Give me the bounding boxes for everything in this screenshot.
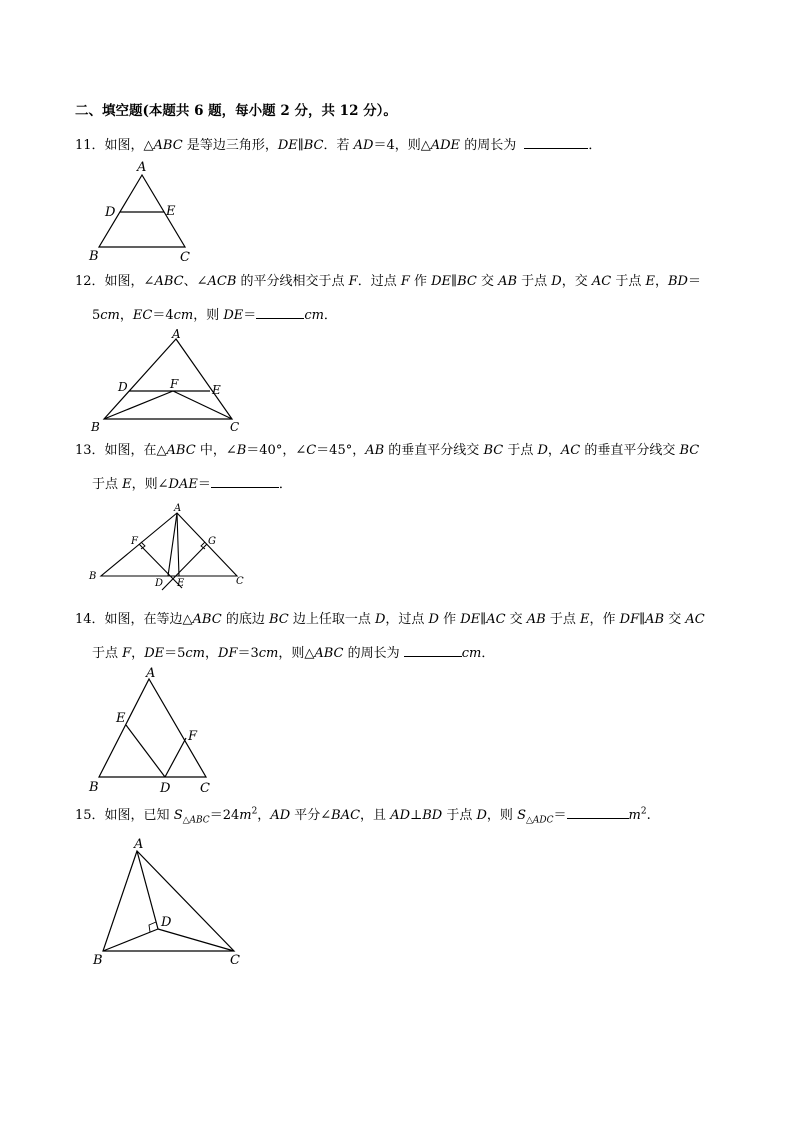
question-15-text [75,806,651,824]
text-run: ＝ [197,477,211,492]
figure-15-angle-bisector-perpendicular [88,833,253,969]
text-run: 于点 [517,274,552,289]
math-var: AD [390,808,410,823]
text-run: ． [323,308,337,323]
math-var: BC [268,612,289,627]
question-number: 14． [75,612,105,627]
label-g: G [208,536,216,547]
text-run: 于点 [503,443,538,458]
math-var: AB [645,612,665,627]
math-var: DE [144,646,165,661]
math-var: E [645,274,655,289]
text-run: 的周长为 [343,646,404,661]
math-var: m [239,808,252,823]
text-run: ，则△ [278,646,315,661]
question-12-text-line1 [75,274,701,290]
text-run: 的底边 [221,612,269,627]
math-var: ABC [192,612,222,627]
text-run: ＝5 [164,646,186,661]
segment-de [126,725,165,777]
math-var: ADE [430,138,461,153]
math-var: F [348,274,358,289]
text-run: ＝ [553,808,567,823]
text-run: ＝40°，∠ [246,443,307,458]
triangle-abc [103,851,234,951]
math-var: cm [173,308,194,323]
text-run: ，过点 [385,612,429,627]
math-var: cm [185,646,205,661]
text-run: ＝4 [152,308,174,323]
figure-12-angle-bisectors [85,327,250,433]
answer-blank[interactable] [211,475,279,488]
math-var: AC [685,612,705,627]
label-b: B [89,571,97,582]
text-run: 是等边三角形， [182,138,278,153]
text-run: 的垂直平分线交 [384,443,484,458]
text-run: 如图，在△ [104,443,167,458]
math-var: C [306,443,317,458]
math-var: AC [486,612,506,627]
math-var: AD [270,808,291,823]
text-run: ， [654,274,668,289]
question-13-text-line2 [92,475,292,493]
math-var: DE [431,274,452,289]
right-angle-mark-f [141,542,145,549]
math-var: BC [457,274,477,289]
text-run: 如图，∠ [104,274,155,289]
label-c: C [236,576,244,587]
math-var: BAC [331,808,361,823]
segment-df [165,738,186,777]
text-run: 的平分线相交于点 [236,274,349,289]
label-d: D [105,205,116,220]
math-var: S [517,808,526,823]
label-a: A [134,837,144,852]
text-run: ． [588,138,602,153]
segment-ae [177,513,179,576]
label-f: F [131,536,138,547]
math-var: cm [461,646,482,661]
superscript: 2 [251,806,258,817]
text-run: ＝24 [209,808,240,823]
question-11-text [75,136,601,154]
text-run: ， [131,646,145,661]
math-var: F [400,274,410,289]
text-run: ＝ [243,308,257,323]
math-var: D [428,612,439,627]
segment-bd [103,929,158,951]
math-var: DE [460,612,481,627]
section-title: 二、填空题(本题共 6 题，每小题 2 分，共 12 分）。 [75,103,397,119]
label-a: A [146,666,156,681]
math-var: ABC [154,274,184,289]
text-run: ．过点 [357,274,401,289]
label-f: F [170,377,179,391]
superscript: 2 [640,806,647,817]
math-var: BC [483,443,504,458]
segment-ad [168,513,177,576]
math-var: BC [303,138,324,153]
question-14-text-line1 [75,612,705,628]
label-c: C [230,420,240,434]
segment-cf [173,391,232,419]
label-c: C [180,250,190,265]
segment-ad [137,851,158,929]
math-var: AB [498,274,518,289]
text-run: ，且 [360,808,391,823]
math-var: DAE [168,477,198,492]
triangle-abc [104,339,232,419]
text-run: 交 [664,612,686,627]
text-run: ⊥ [410,808,423,823]
text-run: ，作 [589,612,620,627]
math-var: ABC [314,646,344,661]
text-run: 交 [505,612,527,627]
math-var: BD [422,808,443,823]
answer-blank[interactable] [524,136,588,149]
segment-bf [104,391,173,419]
label-d: D [118,380,128,394]
question-number: 15． [75,808,105,823]
text-run: 于点 [92,646,123,661]
text-run: ， [119,308,133,323]
math-var: S [173,808,183,823]
label-c: C [200,781,210,796]
text-run: ∥ [480,612,487,627]
math-var: E [122,477,132,492]
triangle-abc [99,679,206,777]
math-var: DF [218,646,238,661]
text-run: 交 [476,274,499,289]
math-var: EC [132,308,153,323]
math-var: DE [223,308,244,323]
math-var: D [551,274,562,289]
text-run: ，则∠ [131,477,169,492]
label-a: A [137,160,147,175]
label-a: A [172,327,181,341]
math-var: AC [591,274,612,289]
text-run: ，交 [561,274,592,289]
text-run: ＝3 [237,646,259,661]
text-run: 于点 [545,612,581,627]
subscript: △ABC [182,815,210,826]
label-b: B [93,953,103,968]
text-run: 边上任取一点 [288,612,375,627]
subscript: △ADC [525,815,554,826]
label-c: C [230,953,240,968]
math-var: DE [277,138,298,153]
text-run: ， [257,808,271,823]
figure-11-equilateral-triangle [85,158,200,266]
text-run: 、∠ [183,274,208,289]
math-var: cm [304,308,324,323]
figure-13-perpendicular-bisectors [86,500,251,592]
answer-blank[interactable] [404,644,462,657]
label-b: B [89,780,99,795]
math-var: ABC [166,443,196,458]
label-d: D [161,915,172,930]
text-run: ， [205,646,219,661]
math-var: cm [100,308,120,323]
text-run: 的周长为 [460,138,521,153]
math-var: ACB [207,274,237,289]
question-12-text-line2 [92,306,337,324]
question-number: 11． [75,138,105,153]
math-var: ABC [153,138,183,153]
text-run: 的垂直平分线交 [580,443,680,458]
text-run: 于点 [611,274,646,289]
answer-blank[interactable] [256,306,304,319]
label-b: B [89,249,99,264]
question-13-text-line1 [75,443,699,459]
text-run: 作 [438,612,461,627]
text-run: 如图，△ [104,138,154,153]
math-var: E [580,612,590,627]
text-run: ∥ [639,612,646,627]
text-run: ， [547,443,561,458]
text-run: 如图，在等边△ [104,612,193,627]
math-var: AB [365,443,385,458]
label-b: B [91,420,100,434]
math-var: AB [526,612,546,627]
math-var: cm [258,646,279,661]
answer-blank[interactable] [567,806,629,819]
text-run: ＝45°， [316,443,366,458]
text-run: ．若 [323,138,354,153]
math-var: DF [619,612,640,627]
text-run: ，则 [486,808,518,823]
text-run: ，则 [193,308,224,323]
math-var: F [122,646,132,661]
text-run: 如图，已知 [104,808,174,823]
text-run: 5 [92,308,101,323]
text-run: 作 [409,274,432,289]
text-run: 中，∠ [195,443,237,458]
math-var: B [236,443,247,458]
math-var: D [476,808,487,823]
text-run: . [646,808,651,823]
label-d: D [160,781,171,796]
text-run: ＝ [687,274,701,289]
text-run: ． [481,646,495,661]
text-run: 于点 [92,477,123,492]
question-number: 12． [75,274,105,289]
text-run: ∥ [451,274,458,289]
text-run: ＝4，则△ [373,138,431,153]
figure-14-equilateral-parallels [85,666,220,796]
label-e: E [212,383,221,397]
label-d: D [155,578,164,589]
text-run: 于点 [442,808,477,823]
text-run: ． [278,477,292,492]
label-a: A [174,503,182,514]
label-e: E [116,711,126,726]
text-run: ∥ [297,138,304,153]
label-f: F [188,729,198,744]
math-var: AC [560,443,581,458]
math-var: D [374,612,386,627]
label-e: E [166,204,176,219]
right-angle-mark-g [201,542,205,549]
label-e: E [177,578,185,589]
question-number: 13． [75,443,105,458]
math-var: AD [353,138,374,153]
math-var: m [628,808,641,823]
math-var: BD [668,274,688,289]
text-run: 平分∠ [290,808,332,823]
question-14-text-line2 [92,644,494,662]
math-var: BC [679,443,700,458]
math-var: D [537,443,548,458]
